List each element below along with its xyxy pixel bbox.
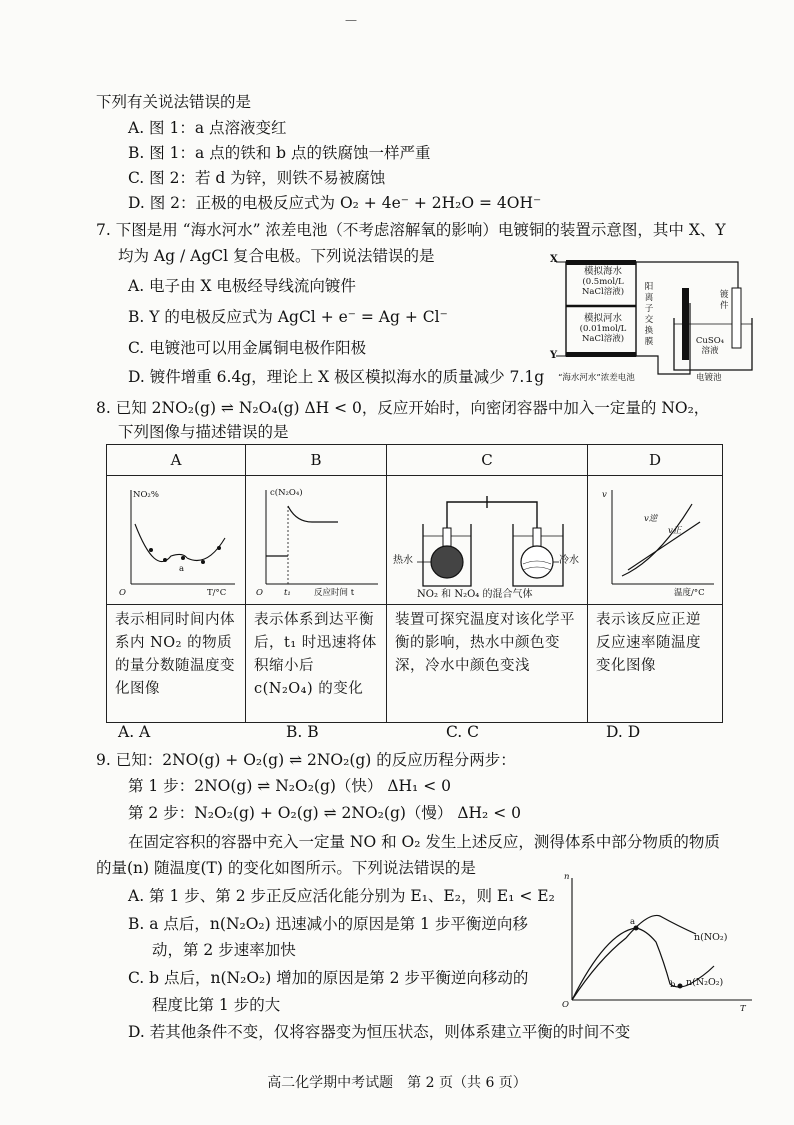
q6-option-d: D. 图 2：正极的电极反应式为 O₂ + 4e⁻ + 2H₂O = 4OH⁻ bbox=[128, 194, 542, 212]
q6-option-a: A. 图 1：a 点溶液变红 bbox=[128, 119, 287, 137]
q9-option-b-line2: 动，第 2 步速率加快 bbox=[152, 941, 296, 959]
apparatus-c bbox=[387, 476, 587, 604]
q6-option-c: C. 图 2：若 d 为锌，则铁不易被腐蚀 bbox=[128, 169, 386, 187]
q9-step1: 第 1 步：2NO(g) ⇌ N₂O₂(g)（快） ΔH₁ < 0 bbox=[128, 777, 451, 795]
point-b bbox=[678, 984, 683, 989]
cuso4-label: CuSO₄ 溶液 bbox=[695, 336, 725, 356]
graph-d-cell bbox=[588, 476, 723, 605]
gas-mixture-caption: NO₂ 和 N₂O₄ 的混合气体 bbox=[417, 589, 533, 600]
q8-choice-a: A. A bbox=[118, 723, 151, 741]
graph-b-cell bbox=[246, 476, 387, 605]
concentration-cell-caption: “海水河水”浓差电池 bbox=[558, 373, 635, 383]
q9-line5: 的量(n) 随温度(T) 的变化如图所示。下列说法错误的是 bbox=[96, 859, 476, 877]
q9-option-b-line1: B. a 点后，n(N₂O₂) 迅速减小的原因是第 1 步平衡逆向移 bbox=[128, 915, 528, 933]
q8-line1: 8. 已知 2NO₂(g) ⇌ N₂O₄(g) ΔH < 0，反应开始时，向密闭容器中加入一定量的 NO₂， bbox=[96, 399, 710, 417]
q7-option-b: B. Y 的电极反应式为 AgCl + e⁻ = Ag + Cl⁻ bbox=[128, 308, 448, 326]
label-x: X bbox=[550, 254, 558, 265]
q9-n2o2-label: n(N₂O₂) bbox=[686, 977, 724, 988]
graph-a-point: a bbox=[179, 564, 185, 574]
graph-d-v-fwd: v正 bbox=[668, 526, 682, 536]
plating-cell-caption: 电镀池 bbox=[696, 373, 722, 383]
membrane-label: 阳 离 子 交 换 膜 bbox=[644, 282, 654, 347]
col-b-header: B bbox=[246, 445, 387, 476]
graph-d-v-rev: v逆 bbox=[644, 514, 658, 524]
q9-option-a: A. 第 1 步、第 2 步正反应活化能分别为 E₁、E₂，则 E₁ < E₂ bbox=[128, 887, 555, 905]
graph-b bbox=[246, 476, 386, 604]
q8-line2: 下列图像与描述错误的是 bbox=[118, 423, 289, 441]
label-y: Y bbox=[550, 350, 558, 361]
graph-a-x-label: T/°C bbox=[207, 588, 227, 598]
q9-point-a-label: a bbox=[630, 917, 636, 927]
plated-part bbox=[732, 288, 741, 348]
graph-a-cell bbox=[107, 476, 246, 605]
graph-b-x-label: 反应时间 t bbox=[314, 588, 355, 598]
q6-option-b: B. 图 1：a 点的铁和 b 点的铁腐蚀一样严重 bbox=[128, 144, 431, 162]
col-a-header: A bbox=[107, 445, 246, 476]
q9-line1: 9. 已知：2NO(g) + O₂(g) ⇌ 2NO₂(g) 的反应历程分两步： bbox=[96, 751, 516, 769]
q8-options-table bbox=[106, 444, 723, 723]
q9-line4: 在固定容积的容器中充入一定量 NO 和 O₂ 发生上述反应，测得体系中部分物质的物质 bbox=[128, 833, 720, 851]
copper-anode bbox=[682, 288, 689, 360]
electrode-x bbox=[566, 260, 636, 265]
graph-c-cell bbox=[387, 476, 588, 605]
q9-no2-label: n(NO₂) bbox=[694, 932, 728, 943]
col-c-header: C bbox=[387, 445, 588, 476]
col-d-header: D bbox=[588, 445, 723, 476]
graph-a-origin: O bbox=[119, 588, 126, 598]
q9-graph bbox=[556, 872, 756, 1014]
q7-line1: 7. 下图是用 “海水河水” 浓差电池（不考虑溶解氧的影响）电镀铜的装置示意图，其中 X、Y bbox=[96, 221, 726, 239]
desc-b: 表示体系到达平衡后，t₁ 时迅速将体积缩小后 c(N₂O₄) 的变化 bbox=[246, 605, 387, 723]
q9-origin: O bbox=[562, 1000, 569, 1010]
page-footer: 高二化学期中考试题 第 2 页（共 6 页） bbox=[267, 1075, 527, 1091]
river-water-label: 模拟河水 (0.01mol/L NaCl溶液) bbox=[579, 313, 627, 344]
q7-option-a: A. 电子由 X 电极经导线流向镀件 bbox=[128, 277, 356, 295]
q8-choice-d: D. D bbox=[606, 723, 641, 741]
curve-n2o2 bbox=[572, 928, 714, 1000]
header-mark: — bbox=[345, 13, 357, 27]
desc-c: 装置可探究温度对该化学平衡的影响，热水中颜色变深，冷水中颜色变浅 bbox=[387, 605, 588, 723]
graph-b-y-label: c(N₂O₄) bbox=[270, 488, 303, 498]
q7-option-d: D. 镀件增重 6.4g，理论上 X 极区模拟海水的质量减少 7.1g bbox=[128, 368, 545, 386]
graph-d-x-label: 温度/°C bbox=[674, 588, 705, 598]
desc-d: 表示该反应正逆反应速率随温度变化图像 bbox=[588, 605, 723, 723]
hot-water-label: 热水 bbox=[393, 555, 413, 566]
q8-choice-c: C. C bbox=[446, 723, 480, 741]
q9-point-b-label: b bbox=[670, 980, 676, 990]
q7-option-c: C. 电镀池可以用金属铜电极作阳极 bbox=[128, 339, 367, 357]
desc-a: 表示相同时间内体系内 NO₂ 的物质的量分数随温度变化图像 bbox=[107, 605, 246, 723]
sea-water-label: 模拟海水 (0.5mol/L NaCl溶液) bbox=[581, 266, 625, 297]
electrode-y bbox=[566, 352, 636, 357]
q8-choice-b: B. B bbox=[286, 723, 319, 741]
graph-d-y-label: v bbox=[602, 490, 607, 500]
graph-b-t1: t₁ bbox=[284, 588, 291, 598]
q9-option-c-line1: C. b 点后，n(N₂O₂) 增加的原因是第 2 步平衡逆向移动的 bbox=[128, 969, 529, 987]
plated-part-label: 镀 件 bbox=[720, 290, 729, 311]
graph-a bbox=[107, 476, 245, 604]
light-flask bbox=[521, 546, 553, 578]
graph-d bbox=[588, 476, 722, 604]
q9-option-c-line2: 程度比第 1 步的大 bbox=[152, 996, 281, 1014]
q7-line2: 均为 Ag / AgCl 复合电极。下列说法错误的是 bbox=[118, 247, 435, 265]
q9-option-d: D. 若其他条件不变，仅将容器变为恒压状态，则体系建立平衡的时间不变 bbox=[128, 1023, 631, 1041]
cold-water-label: 冷水 bbox=[559, 555, 579, 566]
q9-y-label: n bbox=[564, 872, 570, 882]
dark-flask bbox=[431, 546, 463, 578]
q9-step2: 第 2 步：N₂O₂(g) + O₂(g) ⇌ 2NO₂(g)（慢） ΔH₂ < 0 bbox=[128, 804, 521, 822]
graph-b-origin: O bbox=[256, 588, 263, 598]
q6-stem: 下列有关说法错误的是 bbox=[96, 93, 252, 111]
graph-a-y-label: NO₂% bbox=[133, 490, 159, 500]
q9-x-label: T bbox=[740, 1004, 746, 1014]
